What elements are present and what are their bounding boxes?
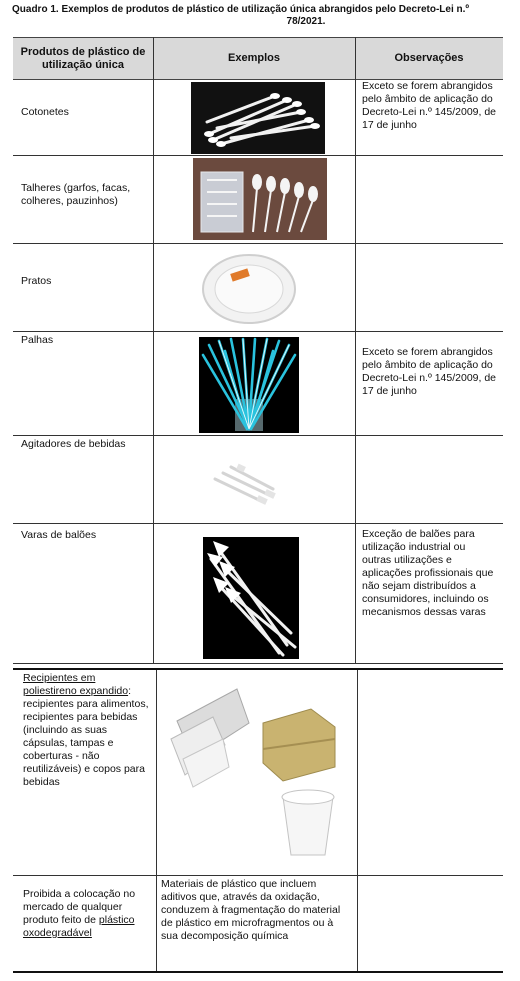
column-divider	[156, 669, 157, 972]
caption-line-1: Quadro 1. Exemplos de produtos de plástico de utilização única abrangidos pelo Decreto-Lei n.º	[12, 4, 470, 15]
column-divider	[355, 37, 356, 663]
row-divider	[13, 155, 503, 156]
header-observations: Observações	[394, 52, 464, 64]
product-rest-text: : recipientes para alimentos, recipientes para bebidas (incluindo as suas cápsulas, tampas e coberturas - não reutilizáveis) e copos para bebidas	[23, 685, 149, 788]
observation-text: Exceção de balões para utilização industrial ou outras utilizações e aplicações profissionais que não sejam distribuídos a consumidores, incluindo os mecanismos dessas varas	[362, 528, 494, 618]
example-text: Materiais de plástico que incluem aditivos que, através da oxidação, conduzem à fragmentação do material de plástico em microfragmentos ou à sua decomposição química	[161, 878, 341, 942]
product-pre-text: Proibida a colocação no mercado de qualquer produto feito de	[23, 888, 136, 926]
product-name: Talheres (garfos, facas, colheres, pauzinhos)	[21, 182, 131, 207]
header-examples: Exemplos	[228, 52, 280, 64]
product-description	[23, 672, 151, 789]
row-divider	[13, 331, 503, 332]
product-description	[23, 888, 153, 940]
straws-photo	[199, 337, 299, 433]
balloon-sticks-photo	[203, 537, 299, 659]
row-divider	[13, 243, 503, 244]
observation-text: Exceto se forem abrangidos pelo âmbito de aplicação do Decreto-Lei n.º 145/2009, de 17 de junho	[362, 346, 497, 397]
product-name: Cotonetes	[21, 106, 69, 118]
table-caption	[12, 4, 510, 28]
header-products: Produtos de plástico de utilização única	[20, 45, 146, 71]
row-divider	[13, 668, 503, 670]
row-divider	[13, 875, 503, 876]
column-divider	[153, 37, 154, 663]
product-name: Palhas	[21, 334, 54, 346]
product-name: Varas de balões	[21, 529, 97, 541]
row-divider	[13, 435, 503, 436]
plates-photo	[199, 247, 299, 327]
row-divider	[13, 523, 503, 524]
table-header	[13, 37, 503, 80]
row-divider	[13, 663, 503, 664]
observation-text: Exceto se forem abrangidos pelo âmbito de aplicação do Decreto-Lei n.º 145/2009, de 17 de junho	[362, 80, 497, 131]
caption-line-2: 78/2021.	[286, 16, 326, 27]
polystyrene-containers-photo	[163, 679, 353, 869]
product-name: Pratos	[21, 275, 52, 287]
column-divider	[357, 669, 358, 972]
cutlery-photo	[193, 158, 327, 240]
drink-stirrers-photo	[209, 457, 279, 513]
row-divider	[13, 971, 503, 973]
cotton-swabs-photo	[191, 82, 325, 154]
product-link-text: Recipientes em poliestireno expandido	[23, 672, 129, 697]
product-name: Agitadores de bebidas	[21, 438, 126, 450]
product-link-text: plástico oxodegradável	[23, 914, 135, 939]
